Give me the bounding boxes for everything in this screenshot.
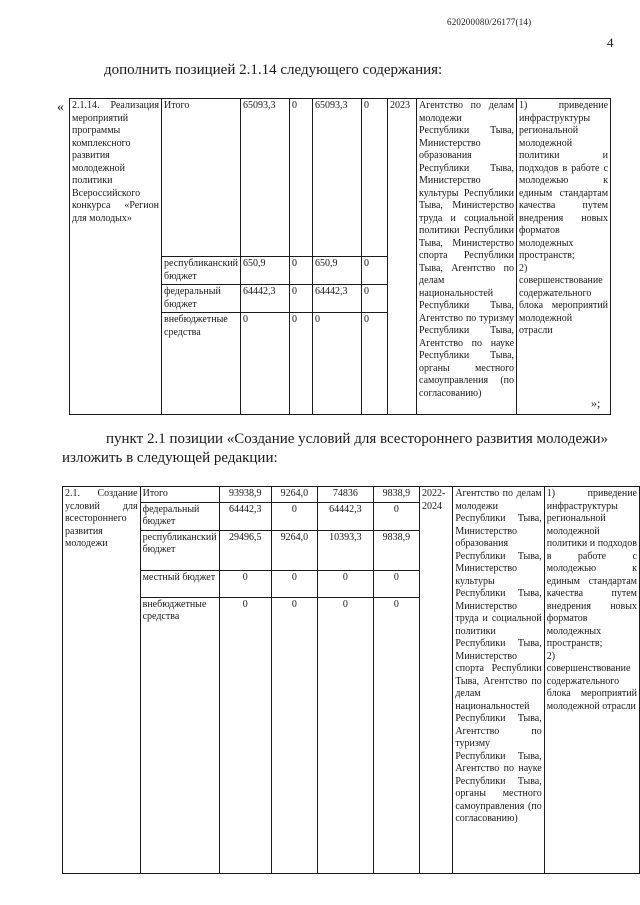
year3-cell: 0 xyxy=(362,257,388,285)
year3-cell: 0 xyxy=(373,570,419,597)
position-name-cell: 2.1.14. Реализация мероприятий программы комплексного развития молодежной политики Всероссийского конкурса «Регион для молодых» xyxy=(70,99,162,415)
year3-cell: 0 xyxy=(362,313,388,415)
executors-cell: Агентство по делам молодежи Республики Тыва, Министерство образования Республики Тыва, Министерство культуры Республики Тыва, Министерство труда и социальной политики Республики Тыва, Министерство спорта Республики Тыва, Агентство по делам национальностей Республики Тыва, Агентство по туризму Республики Тыва, Агентство по науке Республики Тыва, органы местного самоуправления (по согласованию) xyxy=(453,487,544,874)
results-cell: 1) приведение инфраструктуры региональной молодежной политики и подходов в работе с молодежью к единым стандартам качества путем внедрения новых форматов молодежных пространств; 2) совершенствование содержательного блока мероприятий молодежной отрасли xyxy=(517,99,611,415)
page-number: 4 xyxy=(607,35,614,50)
year2-cell: 650,9 xyxy=(313,257,362,285)
year2-cell: 0 xyxy=(318,597,374,873)
total-cell: 64442,3 xyxy=(219,502,271,530)
funding-source-cell: федеральный бюджет xyxy=(162,285,241,313)
table-position-2-1-14 xyxy=(69,98,611,415)
period-cell: 2022-2024 xyxy=(419,487,452,874)
funding-source-cell: местный бюджет xyxy=(140,570,219,597)
total-cell: 650,9 xyxy=(241,257,290,285)
year2-cell: 0 xyxy=(318,570,374,597)
year1-cell: 0 xyxy=(290,257,313,285)
year3-cell: 9838,9 xyxy=(373,530,419,570)
year3-cell: 0 xyxy=(373,502,419,530)
period-cell: 2023 xyxy=(388,99,417,415)
intro-paragraph-2: пункт 2.1 позиции «Создание условий для всестороннего развития молодежи» изложить в следующей редакции: xyxy=(62,431,609,466)
year3-cell: 0 xyxy=(362,285,388,313)
document-id: 620200080/26177(14) xyxy=(447,17,532,27)
table-row xyxy=(70,99,611,257)
year3-cell: 9838,9 xyxy=(373,487,419,503)
year1-cell: 0 xyxy=(290,285,313,313)
funding-source-cell: федеральный бюджет xyxy=(140,502,219,530)
table-row xyxy=(63,487,640,503)
total-cell: 93938,9 xyxy=(219,487,271,503)
year1-cell: 0 xyxy=(290,313,313,415)
year2-cell: 10393,3 xyxy=(318,530,374,570)
year1-cell: 9264,0 xyxy=(271,487,317,503)
intro-paragraph-1: дополнить позицией 2.1.14 следующего содержания: xyxy=(104,62,443,78)
funding-source-cell: республиканский бюджет xyxy=(162,257,241,285)
year2-cell: 74836 xyxy=(318,487,374,503)
opening-quote: « xyxy=(57,100,64,115)
table-position-2-1 xyxy=(62,486,640,874)
year3-cell: 0 xyxy=(373,597,419,873)
results-cell: 1) приведение инфраструктуры региональной молодежной политики и подходов в работе с молодежью к единым стандартам качества путем внедрения новых форматов молодежных пространств; 2) совершенствование содержательного блока мероприятий молодежной отрасли xyxy=(544,487,639,874)
year2-cell: 64442,3 xyxy=(318,502,374,530)
total-cell: 29496,5 xyxy=(219,530,271,570)
year3-cell: 0 xyxy=(362,99,388,257)
year1-cell: 0 xyxy=(271,597,317,873)
total-cell: 64442,3 xyxy=(241,285,290,313)
funding-source-cell: внебюджетные средства xyxy=(140,597,219,873)
total-cell: 65093,3 xyxy=(241,99,290,257)
funding-source-cell: Итого xyxy=(162,99,241,257)
year2-cell: 0 xyxy=(313,313,362,415)
executors-cell: Агентство по делам молодежи Республики Тыва, Министерство образования Республики Тыва, Министерство культуры Республики Тыва, Министерство труда и социальной политики Республики Тыва, Министерство спорта Республики Тыва, Агентство по делам национальностей Республики Тыва, Агентство по туризму Республики Тыва, Агентство по науке Республики Тыва, органы местного самоуправления (по согласованию) xyxy=(417,99,517,415)
year1-cell: 9264,0 xyxy=(271,530,317,570)
year1-cell: 0 xyxy=(290,99,313,257)
year1-cell: 0 xyxy=(271,570,317,597)
year1-cell: 0 xyxy=(271,502,317,530)
year2-cell: 65093,3 xyxy=(313,99,362,257)
total-cell: 0 xyxy=(219,597,271,873)
funding-source-cell: республиканский бюджет xyxy=(140,530,219,570)
year2-cell: 64442,3 xyxy=(313,285,362,313)
total-cell: 0 xyxy=(219,570,271,597)
total-cell: 0 xyxy=(241,313,290,415)
funding-source-cell: внебюджетные средства xyxy=(162,313,241,415)
closing-quote: »; xyxy=(591,396,601,410)
position-name-cell: 2.1. Создание условий для всестороннего развития молодежи xyxy=(63,487,141,874)
funding-source-cell: Итого xyxy=(140,487,219,503)
